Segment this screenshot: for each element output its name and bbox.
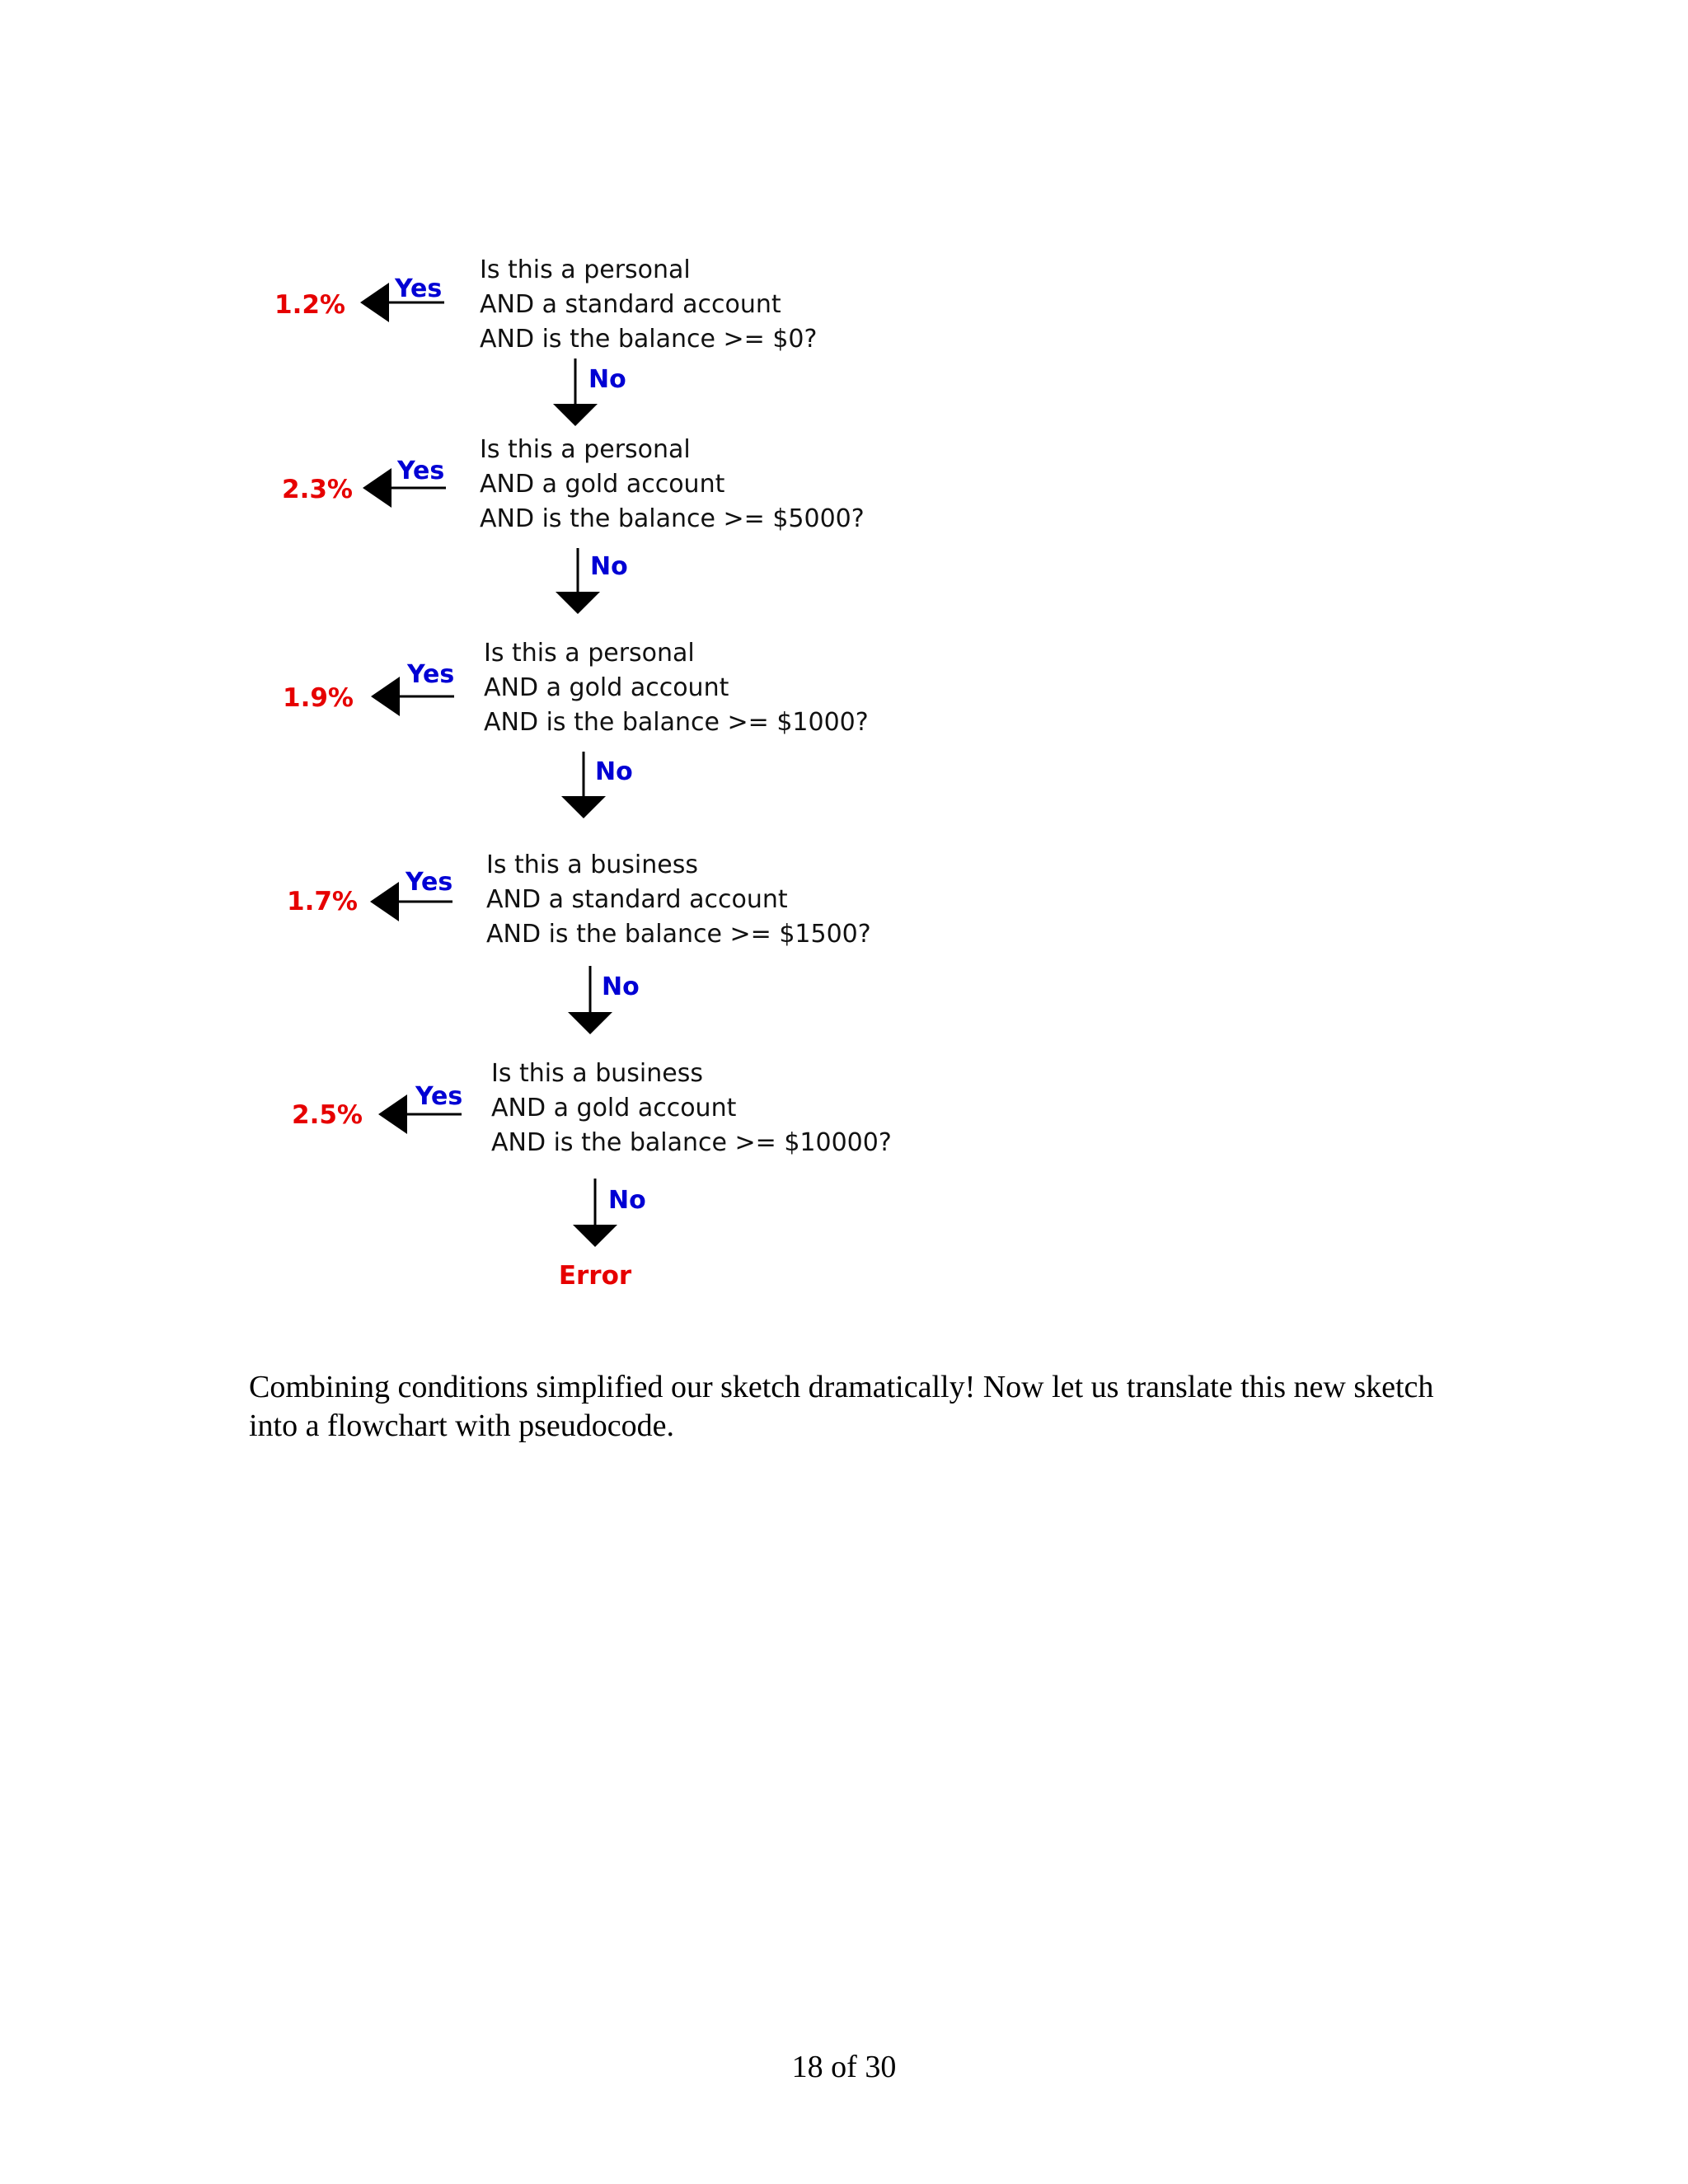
rate-label: 1.9%: [283, 683, 354, 713]
no-label: No: [602, 972, 640, 1001]
decision-step: [287, 851, 871, 1034]
condition-line: Is this a business: [491, 1059, 703, 1088]
rate-label: 1.7%: [287, 887, 358, 916]
decision-step: [274, 255, 817, 426]
decision-step: [283, 639, 869, 818]
condition-line: AND a gold account: [491, 1094, 737, 1122]
condition-line: Is this a personal: [480, 255, 691, 284]
decision-step: [282, 435, 865, 614]
condition-line: AND a standard account: [486, 885, 788, 914]
rate-label: 2.3%: [282, 475, 353, 504]
no-label: No: [590, 552, 628, 581]
no-arrowhead: [553, 404, 598, 426]
no-label: No: [595, 757, 633, 786]
yes-arrowhead: [370, 882, 399, 921]
condition-line: Is this a personal: [480, 435, 691, 464]
no-arrowhead: [556, 592, 600, 614]
body-paragraph: Combining conditions simplified our sketch dramatically! Now let us translate this new sketch into a flowchart with pseudocode.: [249, 1370, 1434, 1443]
condition-line: AND a gold account: [484, 673, 729, 702]
condition-line: AND is the balance >= $10000?: [491, 1128, 892, 1157]
page-number: 18 of 30: [791, 2050, 897, 2084]
yes-label: Yes: [406, 868, 453, 897]
yes-label: Yes: [415, 1082, 463, 1111]
decision-step: [292, 1059, 892, 1247]
yes-arrowhead: [378, 1094, 407, 1134]
condition-line: AND is the balance >= $1500?: [486, 920, 871, 949]
condition-line: Is this a personal: [484, 639, 695, 668]
no-label: No: [588, 365, 626, 394]
yes-arrowhead: [371, 677, 400, 716]
no-arrowhead: [568, 1012, 612, 1034]
no-arrowhead: [573, 1225, 617, 1247]
yes-label: Yes: [407, 660, 455, 689]
yes-label: Yes: [397, 457, 445, 485]
condition-line: AND a gold account: [480, 470, 725, 499]
condition-line: AND a standard account: [480, 290, 781, 319]
condition-line: AND is the balance >= $5000?: [480, 504, 865, 533]
yes-label: Yes: [395, 274, 443, 303]
condition-line: AND is the balance >= $1000?: [484, 708, 869, 737]
no-arrowhead: [561, 796, 606, 818]
error-label: Error: [558, 1261, 632, 1291]
condition-line: AND is the balance >= $0?: [480, 325, 818, 354]
rate-label: 1.2%: [274, 290, 345, 320]
yes-arrowhead: [363, 468, 392, 508]
yes-arrowhead: [360, 283, 389, 322]
condition-line: Is this a business: [486, 851, 698, 879]
no-label: No: [608, 1186, 646, 1215]
rate-label: 2.5%: [292, 1100, 363, 1130]
